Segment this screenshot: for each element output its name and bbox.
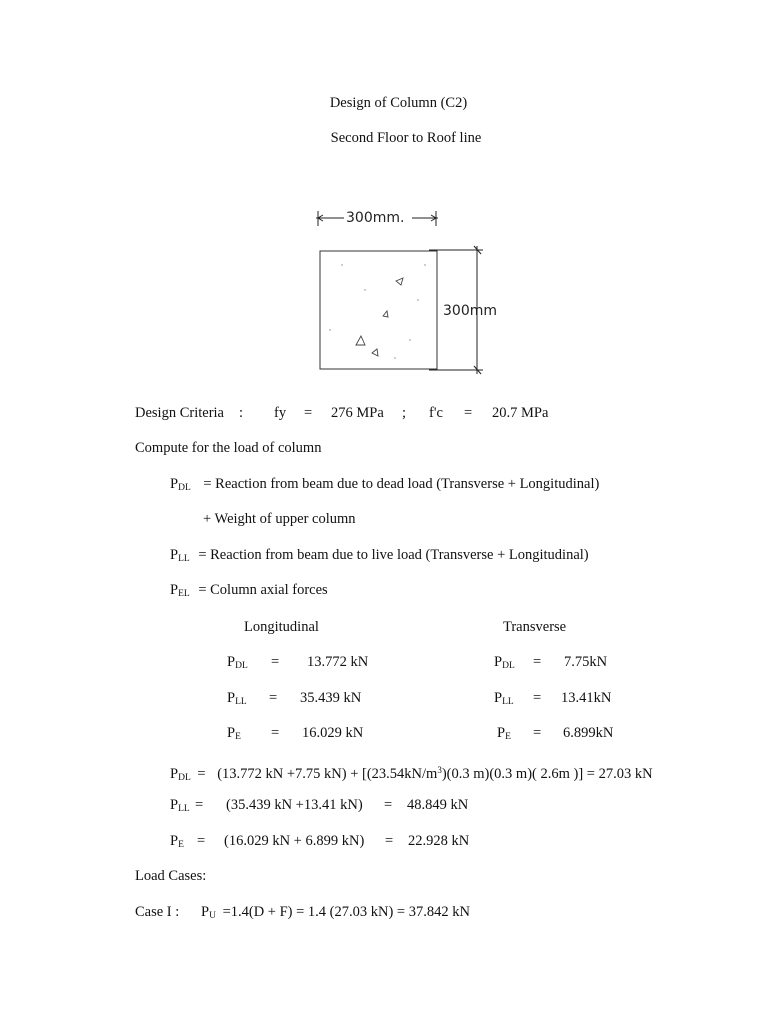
criteria-colon: : [239, 405, 244, 421]
trans-pe-equals: = [533, 725, 542, 741]
long-pe-equals: = [271, 725, 280, 741]
total-pe-result: 22.928 kN [408, 833, 470, 849]
fy-symbol: fy [274, 405, 287, 421]
trans-pll-symbol: $P_{LL}$ [494, 690, 514, 707]
total-pdl-line: $P_{DL} = (13.772$ kN +7.75 $kN) + [(23.54kN/m^3)(0.3$ m)(0.3 m)( 2.6m )] = 27.03 kN [170, 765, 653, 783]
trans-pdl-value: 7.75kN [564, 654, 608, 670]
total-pe-symbol: $P_E$ [170, 833, 184, 850]
load-cases-heading: Load Cases: [135, 868, 207, 884]
trans-pdl-equals: = [533, 654, 542, 670]
long-pe-value: 16.029 kN [302, 725, 364, 741]
total-pll-equals: = [195, 797, 204, 813]
trans-pdl-symbol: $P_{DL}$ [494, 654, 515, 671]
fc-value: 20.7 MPa [492, 405, 549, 421]
trans-pll-equals: = [533, 690, 542, 706]
long-pll-equals: = [269, 690, 278, 706]
fc-symbol: f'c [429, 405, 443, 421]
total-pll-result: 48.849 kN [407, 797, 469, 813]
total-pll-symbol: $P_{LL}$ [170, 797, 190, 814]
pll-definition: $P_{LL}$ = Reaction from beam due to live load (Transverse + Longitudinal) [170, 547, 589, 564]
long-pdl-value: 13.772 kN [307, 654, 369, 670]
trans-pe-value: 6.899kN [563, 725, 614, 741]
width-label: 300mm. [346, 210, 405, 226]
page-subtitle: Second Floor to Roof line [330, 130, 482, 146]
total-pe-equals-2: = [385, 833, 394, 849]
total-pe-equals: = [197, 833, 206, 849]
compute-heading: Compute for the load of column [135, 440, 322, 456]
total-pll-equals-2: = [384, 797, 393, 813]
longitudinal-heading: Longitudinal [244, 619, 319, 635]
pdl-definition: $P_{DL}$ = Reaction from beam due to dead load (Transverse + Longitudinal) [170, 476, 600, 493]
long-pdl-symbol: $P_{DL}$ [227, 654, 248, 671]
long-pll-symbol: $P_{LL}$ [227, 690, 247, 707]
long-pe-symbol: $P_E$ [227, 725, 241, 742]
total-pe-expression: (16.029 kN + 6.899 kN) [224, 833, 365, 849]
column-square [320, 251, 437, 369]
pel-definition: $P_{EL}$ = Column axial forces [170, 582, 328, 599]
trans-pe-symbol: $P_E$ [497, 725, 511, 742]
long-pll-value: 35.439 kN [300, 690, 362, 706]
pdl-definition-cont: + Weight of upper column [203, 511, 356, 527]
case1-label: Case I : [135, 904, 180, 920]
total-pll-expression: (35.439 kN +13.41 kN) [226, 797, 363, 813]
long-pdl-equals: = [271, 654, 280, 670]
criteria-separator: ; [402, 405, 407, 421]
height-label: 300mm [443, 303, 497, 319]
fy-value: 276 MPa [331, 405, 384, 421]
aggregate-marks [356, 278, 403, 356]
transverse-heading: Transverse [503, 619, 567, 635]
case1-expression: $P_U =1.4(D + F) = 1.4$ (27.03 kN) = 37.842 kN [201, 904, 470, 921]
fy-equals: = [304, 405, 313, 421]
page-title: Design of Column (C2) [329, 95, 468, 111]
criteria-label: Design Criteria [135, 405, 224, 421]
fc-equals: = [464, 405, 473, 421]
trans-pll-value: 13.41kN [561, 690, 612, 706]
concrete-speckles [329, 264, 425, 358]
